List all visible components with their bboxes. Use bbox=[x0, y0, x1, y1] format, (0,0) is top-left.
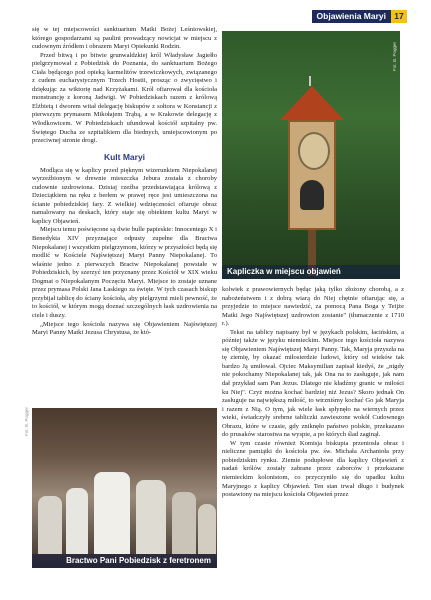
page-header bbox=[312, 10, 407, 23]
wayside-shrine-illustration bbox=[280, 86, 344, 276]
photo-caption: Bractwo Pani Pobiedzisk z feretronem bbox=[32, 554, 217, 568]
paragraph: W tym czasie również Komisja biskupia przeniosła obraz i nieliczne pamiątki do kościoła pw. św. Michała Archanioła przy pobiedziskim rynku. Ziemie podupłowe dla kaplicy Objawień z nadań królów zostały zabrane przez zaborców i przekazane niemieckim kolonistom, co przyczyniło się do upadku kultu Maryjnego z kaplicy Objawień. Ten stan trwał długo i budynek postawiony na miejscu kościoła Objawień przez bbox=[222, 439, 404, 499]
paragraph: Przed bitwą i po bitwie grunwaldzkiej król Władysław Jagiełło pielgrzymował z Pobiedzisk do Poznania, do sanktuarium Bożego Ciała będącego pod opieką karmelitów trzewiczkowych, związanego z cudem eucharystycznym Trzech Hostii, prosząc o zwycięstwo i dziękując za wiktorię nad Krzyżakami. Król ofiarował dla kościoła monstrancję z koroną Jadwigi. W Pobiedziskach razem z królową Elżbietą i dworem witał delegację biskupów z sołtora w Konstancji z pierwszym prymasem Mikołajem Trąbą, a w Krakowie delegację z Włodkowicem. W Pobiedziskach ufundował kościół szpitalny pw. Świętego Ducha ze szpitalikiem dla biednych, umiejscowionym po przeciwnej stronie drogi. bbox=[32, 51, 217, 145]
shrine-roof bbox=[280, 86, 344, 120]
figure bbox=[38, 496, 62, 554]
photo-credit: Fot. B. Pogger bbox=[24, 406, 29, 436]
figure bbox=[136, 480, 166, 554]
shrine-window bbox=[300, 180, 324, 210]
paragraph: Miejscu temu poświęcone są dwie bulle papieskie: Innocentego X i Benedykta XIV przyznające odpusty zupełne dla Bractwa Niepokalanej i wszystkim pielgrzymom, którzy w przyszłości będą się modlić w Kościele Najświętszej Maryi Panny Niepokalanej. To właśnie jedno z pierwszych Bractw Niepokalanej powstałe w Pobiedziskich, by szerzyć ten przyznany przez Kościół w XIX wieku Dogmat o Niepokalanym Poczęciu Maryi. Miejsce to zostaje uznane przez prymasa Polski Jana Łaskiego za święte. W tych czasach biskup przybijał tablicę do ściany kościoła, aby pielgrzymi mieli pewność, że to kościół, w którym mogą doznać szczególnych łask uzdrowienia na ciele i duszy. bbox=[32, 226, 217, 319]
paragraph: „Miejsce tego kościoła nazywa się Objawieniem Najświętszej Maryi Panny Matki Jezusa Chrystusa, że któ- bbox=[32, 320, 217, 337]
paragraph: Modląca się w kaplicy przed pięknym wizerunkiem Niepokalanej wyrzeźbionym w drewnie mieszczka Jebura została z choroby cudownie uzdrowiona. Dzisiaj rzeźba przedstawiająca królową z Dzieciątkiem na ręku z berłem w prawej ręce jest umieszczona na ścianie pobiedziskiej fary. Z wielkiej wdzięczności ofiaruje obraz namalowany na deskach, który staje się obiektem kultu Maryi w kaplicy Objawień. bbox=[32, 166, 217, 225]
figure bbox=[172, 492, 196, 554]
right-column bbox=[222, 286, 404, 500]
page-number: 17 bbox=[391, 10, 407, 23]
left-column bbox=[32, 26, 217, 338]
paragraph: kolwiek z prawowiernych będąc jaką tylko złożony chorobą, a z nabożeństwem i z dobrą wiarą do Niej chętnie ofiarując się, a przyjedzie to miejsce nawiedzić, za pomocą Pana Boga y Teijże Matki Jego Najświętszej uzdrowion zostanie" (tłumaczenie z 1710 r.). bbox=[222, 286, 404, 328]
shrine-photo bbox=[222, 31, 400, 279]
section-heading: Kult Maryi bbox=[103, 151, 146, 162]
photo-credit: Fot. B. Pogger bbox=[392, 41, 397, 71]
cross-icon bbox=[309, 76, 311, 86]
procession-photo bbox=[32, 408, 217, 568]
paragraph: Tekst na tablicy napisany był w językach polskim, łacińskim, a później także w języku niemieckim. Miejsce tego kościoła nazywa się Objawieniem Najświętszej Maryi Panny. Tak, Maryja przyszła na tę ziemię, by okazać miłosierdzie ludowi, który od wieków tak bardzo Ją umiłował. Ojciec Maksymilian zapisał kiedyś, że „nigdy nie pokochamy Niepokalanej tak, jak Ona na to zasługuje, jak nam dał przykład sam Pan Jezus. Dlatego nie kładźmy granic w miłości ku Niej". Czyż można kochać bardziej niż Jezus? Skoro jednak On zasługuje na największą miłość, to wtrzniśmy kochać Go jak Maryja i razem z Nią. O tym, jak wiele łask spłynęło na wiernych przez wieki, świadczyły srebrne tabliczki zawieszone wokół Cudownego Obrazu, które w czasie, gdy zniknęło państwo polskie, przekazano do prusaków starostwa na wyspie, a po których ślad zaginął. bbox=[222, 328, 404, 439]
figure bbox=[198, 504, 216, 554]
figure bbox=[66, 488, 88, 554]
procession-figures bbox=[32, 464, 217, 554]
relief-medallion bbox=[298, 132, 330, 170]
photo-caption: Kapliczka w miejscu objawień bbox=[222, 265, 400, 279]
paragraph: się w tej miejscowości sanktuarium Matki Bożej Leśniowskiej, którego gospodarzami są paulini prowadzący nowicjat w miejscu z cudownym źródłem i obrazem Maryi Opiekunki Rodzin. bbox=[32, 26, 217, 51]
section-title: Objawienia Maryi bbox=[312, 10, 391, 23]
figure bbox=[94, 472, 130, 554]
shrine-box bbox=[288, 120, 336, 230]
